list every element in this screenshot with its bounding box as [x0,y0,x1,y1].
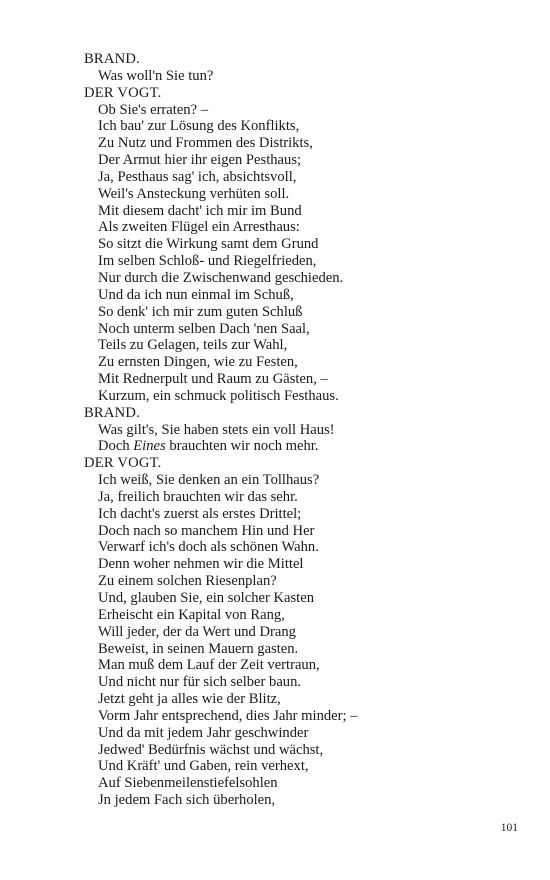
verse-line [84,152,514,169]
text-segment: Mit diesem dacht' ich mir im Bund [98,202,302,219]
verse-line [84,169,514,186]
text-segment: Noch unterm selben Dach 'nen Saal, [98,320,310,337]
text-segment: Zu einem solchen Riesenplan? [98,573,277,590]
text-segment: Jn jedem Fach sich überholen, [98,792,276,809]
text-segment: Ich weiß, Sie denken an ein Tollhaus? [98,472,320,489]
text-segment: Denn woher nehmen wir die Mittel [98,556,304,573]
verse-line [84,691,514,708]
verse-line [84,472,514,489]
text-segment: brauchten wir noch mehr. [165,438,319,455]
verse-line [84,657,514,674]
text-segment: Ja, Pesthaus sag' ich, absichtsvoll, [98,168,297,185]
verse-line [84,641,514,658]
verse-line [84,371,514,388]
text-segment: Ja, freilich brauchten wir das sehr. [98,488,298,505]
text-segment: So denk' ich mir zum guten Schluß [98,303,303,320]
text-segment: Was woll'n Sie tun? [98,67,214,84]
verse-line [84,337,514,354]
verse-line [84,758,514,775]
verse-line [84,775,514,792]
verse-line [84,304,514,321]
verse-line [84,253,514,270]
speaker-name: BRAND. [84,404,140,421]
verse-line [84,219,514,236]
text-segment: Und da mit jedem Jahr geschwinder [98,724,309,741]
verse-line [84,354,514,371]
verse-line [84,725,514,742]
speaker-name: BRAND. [84,51,140,67]
page-number: 101 [500,822,518,834]
text-segment: Man muß dem Lauf der Zeit vertraun, [98,657,320,674]
verse-line [84,270,514,287]
verse-line [84,573,514,590]
text-segment: Nur durch die Zwischenwand geschieden. [98,269,344,286]
verse-line [84,68,514,85]
verse-line [84,489,514,506]
verse-line [84,102,514,119]
text-segment: Und Kräft' und Gaben, rein verhext, [98,758,309,775]
text-segment: Doch [98,438,134,455]
text-segment: Erheischt ein Kapital von Rang, [98,606,285,623]
speaker-name: DER VOGT. [84,455,162,472]
verse-line [84,607,514,624]
text-segment: Vorm Jahr entsprechend, dies Jahr minder; – [98,707,358,724]
text-segment: Teils zu Gelagen, teils zur Wahl, [98,337,288,354]
text-segment: Will jeder, der da Wert und Drang [98,623,296,640]
text-segment: Und nicht nur für sich selber baun. [98,674,302,691]
text-segment: Jetzt geht ja alles wie der Blitz, [98,691,281,708]
text-segment: Zu Nutz und Frommen des Distrikts, [98,135,313,152]
verse-line [84,388,514,405]
text-segment: Ich dacht's zuerst als erstes Drittel; [98,505,302,522]
text-segment: Als zweiten Flügel ein Arresthaus: [98,219,300,236]
verse-line [84,539,514,556]
verse-line [84,556,514,573]
verse-line [84,236,514,253]
verse-line [84,708,514,725]
text-segment: Doch nach so manchem Hin und Her [98,522,315,539]
verse-line [84,674,514,691]
text-segment: Kurzum, ein schmuck politisch Festhaus. [98,387,339,404]
text-segment: Beweist, in seinen Mauern gasten. [98,640,299,657]
text-segment: Der Armut hier ihr eigen Pesthaus; [98,152,302,169]
verse-line [84,506,514,523]
verse-line [84,321,514,338]
text-segment: Verwarf ich's doch als schönen Wahn. [98,539,319,556]
text-segment: Was gilt's, Sie haben stets ein voll Haus! [98,421,335,438]
verse-line [84,590,514,607]
verse-line [84,118,514,135]
text-segment: Im selben Schloß- und Riegelfrieden, [98,253,317,270]
text-segment: Weil's Ansteckung verhüten soll. [98,185,290,202]
text-segment: So sitzt die Wirkung samt dem Grund [98,236,319,253]
verse-line [84,186,514,203]
verse-line [84,203,514,220]
text-segment: Ob Sie's erraten? – [98,101,209,118]
verse-line [84,792,514,809]
text-segment: Jedwed' Bedürfnis wächst und wächst, [98,741,324,758]
verse-line [84,438,514,455]
verse-line [84,523,514,540]
text-segment: Zu ernsten Dingen, wie zu Festen, [98,354,298,371]
verse-line [84,287,514,304]
text-segment: Und da ich nun einmal im Schuß, [98,286,294,303]
verse-line [84,624,514,641]
drama-text [84,51,514,809]
text-segment: Und, glauben Sie, ein solcher Kasten [98,590,315,606]
text-segment: Mit Rednerpult und Raum zu Gästen, – [98,371,328,388]
speaker-name: DER VOGT. [84,84,162,101]
verse-line [84,422,514,439]
verse-line [84,742,514,759]
emphasized-text: Eines [133,438,166,455]
text-segment: Auf Siebenmeilenstiefelsohlen [98,775,278,792]
text-segment: Ich bau' zur Lösung des Konflikts, [98,118,300,135]
verse-line [84,135,514,152]
